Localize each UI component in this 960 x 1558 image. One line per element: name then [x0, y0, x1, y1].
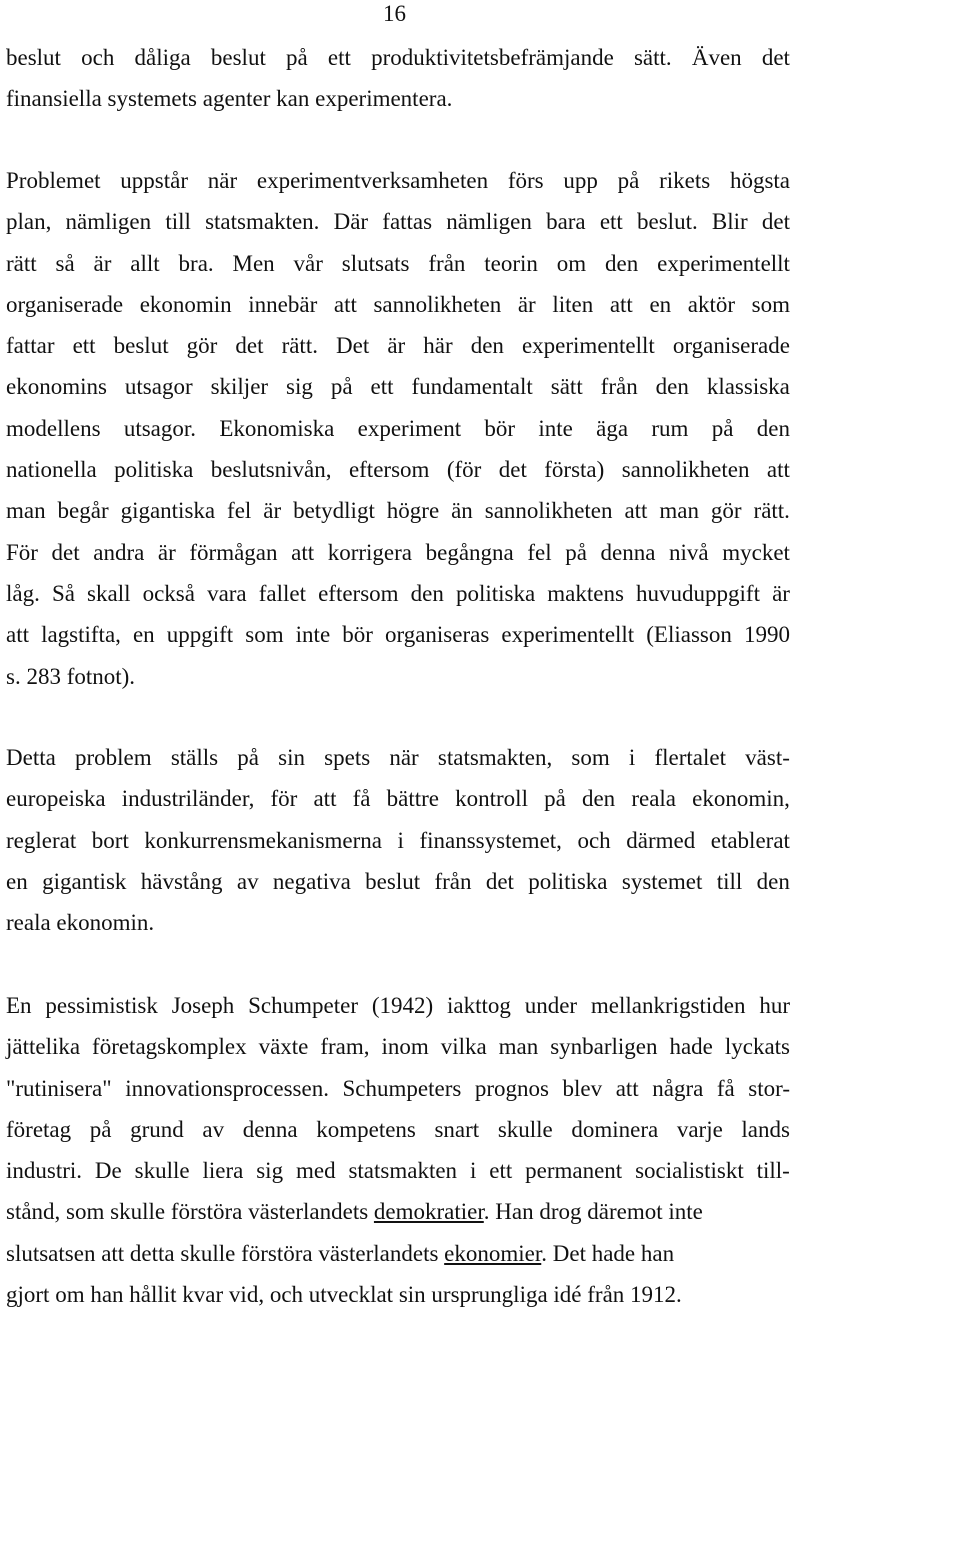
word: rätt. — [753, 498, 790, 524]
word: därmed — [626, 827, 696, 853]
word: spets — [324, 745, 371, 770]
text-line: s. 283 fotnot). — [6, 663, 136, 689]
word: Schumpeter — [248, 993, 358, 1018]
word: av — [202, 1116, 225, 1142]
word: en — [6, 868, 28, 894]
word: konkurrensmekanismerna — [144, 827, 382, 853]
word: ett — [489, 1158, 513, 1184]
text-line — [6, 820, 790, 861]
word: när — [207, 168, 238, 193]
word: på — [617, 168, 640, 193]
word: vilka — [440, 1034, 487, 1060]
word: denna — [242, 1116, 298, 1142]
word: betydligt — [293, 498, 375, 524]
text-line — [6, 325, 790, 366]
word: experiment — [357, 415, 462, 441]
paragraph-2 — [6, 160, 790, 697]
text-line — [6, 985, 790, 1026]
word: beslut — [113, 333, 169, 359]
word: på — [237, 745, 259, 770]
text-line — [6, 532, 790, 573]
word: ekonomins — [6, 374, 107, 400]
word: mycket — [722, 539, 790, 565]
word: ett — [599, 209, 623, 235]
word: på — [89, 1116, 112, 1142]
word: beslutsnivån, — [210, 457, 332, 483]
word: (för — [446, 457, 482, 483]
word: den — [756, 415, 790, 441]
word: som — [245, 622, 284, 648]
word: så — [55, 250, 75, 276]
word: hävstång — [140, 868, 223, 894]
word: bort — [91, 827, 129, 853]
word: vår — [293, 250, 323, 276]
text-line: finansiella systemets agenter kan experimentera. — [6, 86, 453, 112]
text-line — [6, 160, 790, 201]
word: produktivitetsbefrämjande — [371, 45, 614, 70]
word: att — [313, 786, 337, 812]
word: den — [655, 374, 689, 400]
word: permanent — [525, 1158, 623, 1184]
word: experimentellt — [521, 333, 655, 359]
word: fel — [527, 539, 552, 565]
word: det — [485, 868, 514, 894]
word: ekonomin — [139, 291, 232, 317]
word: uppstår — [120, 168, 189, 193]
word: från — [434, 868, 472, 894]
word: att — [615, 1075, 639, 1101]
word: bara — [546, 209, 586, 235]
word: reglerat — [6, 827, 77, 853]
word: äga — [596, 415, 629, 441]
word: på — [330, 374, 353, 400]
word: upp — [563, 168, 598, 193]
word: korrigera — [327, 539, 413, 565]
word: organiserade — [6, 291, 124, 317]
word: den — [605, 250, 639, 276]
word: fram, — [320, 1034, 370, 1060]
word: förs — [507, 168, 544, 193]
word: klassiska — [706, 374, 790, 400]
word: inom — [381, 1034, 429, 1060]
word: reala — [631, 786, 677, 812]
word: uppgift — [166, 622, 234, 648]
text-line — [6, 861, 790, 902]
text-line — [6, 573, 790, 614]
word: organiserade — [672, 333, 790, 359]
word: här — [423, 333, 453, 359]
word: ställs — [170, 745, 219, 770]
word: sätt — [550, 374, 583, 400]
word: några — [652, 1075, 704, 1101]
word: beslut — [365, 868, 421, 894]
word: Schumpeters — [342, 1075, 462, 1101]
word: stor- — [748, 1075, 790, 1101]
word: nämligen — [446, 209, 532, 235]
word: De — [94, 1158, 122, 1184]
word: iakttog — [446, 993, 511, 1018]
word: från — [600, 374, 638, 400]
word: en — [649, 291, 672, 317]
word: fel — [227, 498, 252, 524]
word: Även — [691, 45, 742, 70]
text-line — [6, 1233, 790, 1274]
word: begångna — [425, 539, 514, 565]
word: statsmakten — [348, 1158, 458, 1184]
word: till — [716, 868, 743, 894]
word: med — [295, 1158, 336, 1184]
word: i — [469, 1158, 477, 1184]
word: Ekonomiska — [219, 415, 335, 441]
text-line — [6, 1026, 790, 1067]
word: liten — [552, 291, 594, 317]
word: gigantiska — [120, 498, 216, 524]
word: till — [165, 209, 191, 235]
word: problem — [74, 745, 152, 770]
word: innebär — [248, 291, 318, 317]
word: nationella — [6, 457, 97, 483]
word: från — [428, 250, 466, 276]
word: experimentverksamheten — [256, 168, 489, 193]
text-line — [6, 449, 790, 490]
word: är — [263, 498, 282, 524]
word: plan, — [6, 209, 52, 235]
word: nivå — [669, 539, 709, 565]
word: förmågan — [189, 539, 278, 565]
word: eftersom — [348, 457, 430, 483]
text-line — [6, 37, 790, 78]
word: växte — [258, 1034, 309, 1060]
word: teorin — [484, 250, 538, 276]
text-line — [6, 201, 790, 242]
word: låg. — [6, 580, 40, 606]
word: jättelika — [6, 1034, 81, 1060]
word: huvuduppgift — [636, 580, 760, 606]
word: Så — [51, 580, 75, 606]
text-line — [6, 1150, 790, 1191]
word: negativa — [272, 868, 351, 894]
text-line — [6, 778, 790, 819]
word: är — [517, 291, 536, 317]
word: utsagor. — [123, 415, 197, 441]
word: varje — [676, 1116, 723, 1142]
word: sig — [286, 374, 313, 400]
word: industriländer, — [121, 786, 255, 812]
word: flertalet — [654, 745, 726, 770]
text-line — [6, 284, 790, 325]
word: kompetens — [316, 1116, 416, 1142]
word: fattar — [6, 333, 55, 359]
word: sannolikheten — [484, 498, 613, 524]
word: "rutinisera" — [6, 1075, 112, 1101]
word: Där — [333, 209, 369, 235]
word: synbarligen — [550, 1034, 658, 1060]
word: i — [628, 745, 636, 770]
word: (Eliasson — [646, 622, 732, 648]
word: lagstifta, — [41, 622, 121, 648]
word: socialistiskt — [635, 1158, 744, 1184]
text-line — [6, 408, 790, 449]
word: 1990 — [743, 622, 790, 648]
word: på — [711, 415, 734, 441]
word: snart — [434, 1116, 480, 1142]
paragraph-1 — [6, 37, 790, 120]
word: än — [451, 498, 473, 524]
word: prognos — [474, 1075, 549, 1101]
word: Problemet — [6, 168, 101, 193]
word: om — [556, 250, 587, 276]
word: också — [142, 580, 195, 606]
text-line — [6, 737, 790, 778]
text-segment: . Det hade han — [541, 1240, 675, 1266]
paragraph-4 — [6, 985, 790, 1315]
word: finanssystemet, — [419, 827, 562, 853]
word: på — [565, 539, 587, 565]
text-segment: . Han drog däremot inte — [483, 1199, 703, 1225]
word: bör — [342, 622, 373, 648]
word: För — [6, 539, 38, 565]
word: experimentellt — [501, 622, 635, 648]
word: Joseph — [171, 993, 235, 1018]
word: kontroll — [455, 786, 528, 812]
word: beslut. — [637, 209, 698, 235]
word: av — [236, 868, 259, 894]
word: allt — [130, 250, 160, 276]
word: i — [397, 827, 404, 853]
word: att — [609, 291, 633, 317]
word: och — [81, 45, 115, 70]
text-line — [6, 243, 790, 284]
text-segment: slutsatsen att detta skulle förstöra västerlandets — [6, 1240, 445, 1266]
word: lyckats — [724, 1034, 790, 1060]
word: sig — [256, 1158, 284, 1184]
word: statsmakten, — [437, 745, 553, 770]
word: aktör — [687, 291, 736, 317]
text-line — [6, 490, 790, 531]
word: den — [756, 868, 790, 894]
word: liera — [202, 1158, 244, 1184]
word: företag — [6, 1116, 72, 1142]
word: fallet — [258, 580, 306, 606]
word: att — [624, 498, 648, 524]
word: sin — [278, 745, 305, 770]
word: den — [410, 580, 444, 606]
word: få — [352, 786, 371, 812]
word: bättre — [386, 786, 439, 812]
text-line: reala ekonomin. — [6, 910, 155, 936]
word: sannolikheten — [621, 457, 750, 483]
text-line — [6, 1068, 790, 1109]
word: man — [498, 1034, 539, 1060]
word: grund — [130, 1116, 184, 1142]
word: man — [6, 498, 46, 524]
word: på — [544, 786, 566, 812]
word: rikets — [659, 168, 711, 193]
word: denna — [600, 539, 656, 565]
word: Men — [232, 250, 275, 276]
word: Detta — [6, 745, 56, 770]
word: fundamentalt — [411, 374, 533, 400]
word: beslut — [6, 45, 61, 70]
underlined-word-ekonomier: ekonomier — [444, 1240, 542, 1266]
word: industri. — [6, 1158, 83, 1184]
word: politiska — [528, 868, 608, 894]
word: mellankrigstiden — [590, 993, 746, 1018]
word: utsagor — [124, 374, 193, 400]
word: hur — [759, 993, 790, 1018]
word: skulle — [134, 1158, 190, 1184]
word: ett — [327, 45, 351, 70]
word: det — [761, 209, 790, 235]
word: det — [235, 333, 264, 359]
word: under — [524, 993, 578, 1018]
word: nämligen — [65, 209, 152, 235]
word: det — [498, 457, 527, 483]
word: sannolikheten — [373, 291, 502, 317]
word: En — [6, 993, 32, 1018]
text-line — [6, 366, 790, 407]
word: gör — [710, 498, 742, 524]
word: när — [389, 745, 419, 770]
word: är — [157, 539, 176, 565]
word: är — [93, 250, 112, 276]
word: rum — [651, 415, 689, 441]
word: och — [577, 827, 611, 853]
word: till- — [756, 1158, 790, 1184]
word: ett — [370, 374, 394, 400]
word: en — [132, 622, 155, 648]
word: skall — [87, 580, 131, 606]
word: som — [751, 291, 790, 317]
word: på — [286, 45, 308, 70]
word: politiska — [455, 580, 536, 606]
word: det — [51, 539, 80, 565]
word: begår — [57, 498, 109, 524]
word: hade — [669, 1034, 713, 1060]
word: bör — [484, 415, 516, 441]
word: beslut — [210, 45, 266, 70]
text-segment: stånd, som skulle förstöra västerlandets — [6, 1199, 374, 1225]
word: dåliga — [134, 45, 191, 70]
word: är — [387, 333, 406, 359]
word: rätt. — [281, 333, 318, 359]
word: är — [772, 580, 790, 606]
word: modellens — [6, 415, 101, 441]
word: som — [571, 745, 610, 770]
text-line — [6, 614, 790, 655]
word: etablerat — [710, 827, 790, 853]
word: fattas — [382, 209, 433, 235]
word: vara — [207, 580, 247, 606]
word: få — [716, 1075, 735, 1101]
page-number: 16 — [383, 1, 406, 26]
word: högre — [386, 498, 440, 524]
word: innovationsprocessen. — [125, 1075, 329, 1101]
word: bra. — [178, 250, 214, 276]
word: att — [291, 539, 315, 565]
word: organiseras — [384, 622, 490, 648]
word: gigantisk — [42, 868, 127, 894]
word: ett — [72, 333, 96, 359]
word: skulle — [497, 1116, 553, 1142]
word: politiska — [114, 457, 194, 483]
word: blev — [562, 1075, 603, 1101]
underlined-word-demokratier: demokratier — [373, 1199, 484, 1225]
text-line — [6, 1109, 790, 1150]
word: andra — [93, 539, 145, 565]
word: eftersom — [318, 580, 399, 606]
word: man — [659, 498, 699, 524]
word: första) — [544, 457, 605, 483]
word: att — [766, 457, 790, 483]
word: rätt — [6, 250, 37, 276]
word: pessimistisk — [45, 993, 158, 1018]
word: väst- — [745, 745, 790, 770]
text-line: gjort om han hållit kvar vid, och utvecklat sin ursprungliga idé från 1912. — [6, 1282, 682, 1308]
word: Det — [336, 333, 370, 359]
word: lands — [741, 1116, 790, 1142]
word: Blir — [711, 209, 748, 235]
word: europeiska — [6, 786, 106, 812]
word: dominera — [571, 1116, 659, 1142]
word: att — [333, 291, 357, 317]
word: (1942) — [371, 993, 434, 1018]
word: sätt. — [633, 45, 672, 70]
text-line — [6, 1191, 790, 1232]
word: experimentellt — [657, 250, 790, 276]
word: skiljer — [210, 374, 269, 400]
word: för — [270, 786, 298, 812]
word: slutsats — [341, 250, 410, 276]
word: maktens — [547, 580, 624, 606]
word: det — [761, 45, 790, 70]
word: gör — [186, 333, 218, 359]
paragraph-3 — [6, 737, 790, 943]
word: ekonomin, — [692, 786, 790, 812]
word: företagskomplex — [92, 1034, 247, 1060]
word: inte — [538, 415, 573, 441]
word: systemet — [621, 868, 703, 894]
word: att — [6, 622, 29, 648]
word: den — [581, 786, 616, 812]
word: inte — [295, 622, 331, 648]
word: statsmakten. — [205, 209, 320, 235]
word: högsta — [729, 168, 790, 193]
word: den — [470, 333, 504, 359]
